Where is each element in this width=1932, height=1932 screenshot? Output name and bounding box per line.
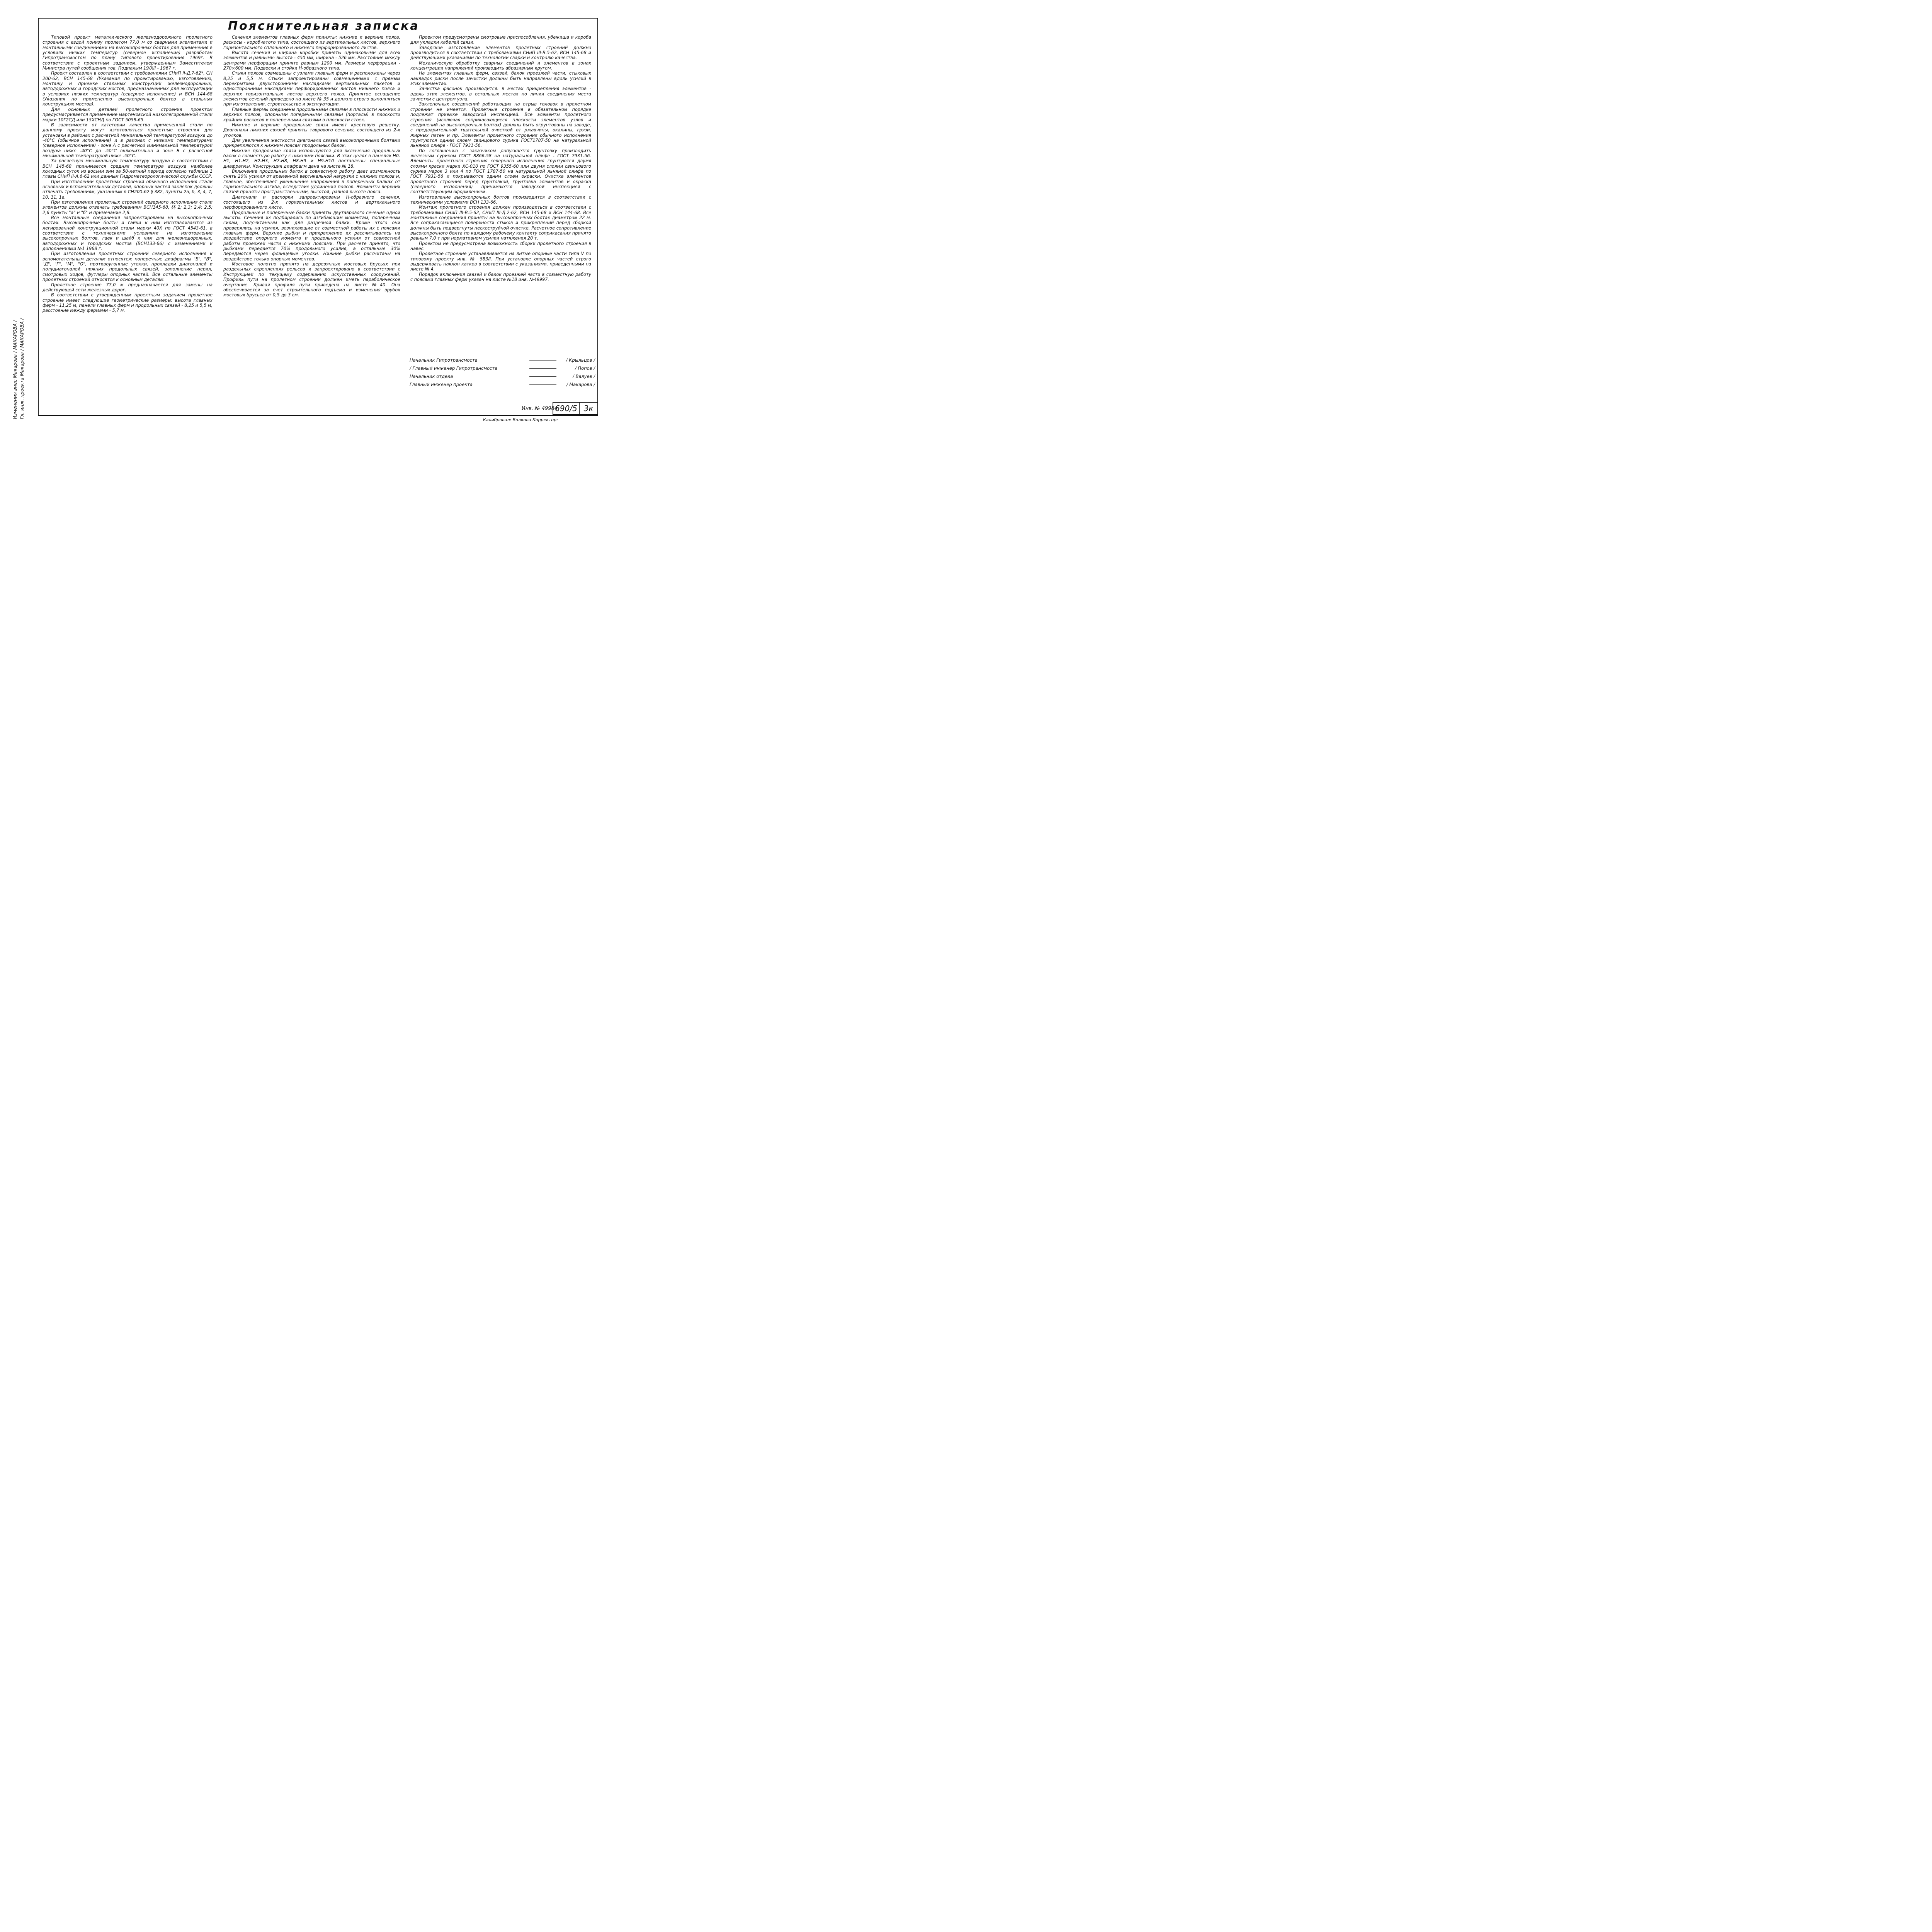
side-label-revised-by: Изменения внес Макарова / МАКАРОВА / (12, 320, 18, 419)
calibration-note: Калибровал: Волкова Корректор: (483, 417, 558, 422)
paragraph: В соответствии с утвержденным проектным заданием пролетное строение имеет следующие геометрические размеры: высота главных ферм - 11,25 м, панели главных ферм и продольных связей - 8,25 и 5,5 м, расстояние между фермами - 5,7 м. (43, 293, 213, 313)
paragraph: Типовой проект металлического железнодорожного пролетного строения с ездой понизу пролетом 77,0 м со сварными элементами и монтажными соединениями на высокопрочных болтах для применения в условиях низких температур (северное исполнение) разработан Гипротрансмостом по плану типового проектирования 1969г. В соответствии с проектным заданием, утвержденным Заместителем Министра путей сообщения тов. Подпалым 19/XII - 1967 г. (43, 35, 213, 71)
paragraph: Проектом предусмотрены смотровые приспособления, убежища и короба для укладки кабелей связи. (410, 35, 591, 45)
paragraph: При изготовлении пролетных строений северного исполнения к вспомогательным деталям относятся: поперечные диафрагмы "Б", "В", "Д", "Г", "М", "О", противоугонные уголки, прокладки диагоналей и полудиагоналей нижних продольных связей, заполнение перил, смотровых ходов, футляры опорных частей. Все остальные элементы пролетных строений относятся к основным деталям. (43, 251, 213, 282)
signature-name: / Валуев / (572, 374, 595, 379)
paragraph: Монтаж пролетного строения должен производиться в соответствии с требованиями СНиП III-В.5-62, СНиП III-Д.2-62, ВСН 145-68 и ВСН 144-68. Все монтажные соединения приняты на высокопрочных болтах диаметром 22 м. Все соприкасающиеся поверхности стыков и прикреплений перед сборкой должны быть подвергнуты пескоструйной очистке. Расчетное сопротивление высокопрочного болта по каждому рабочему контакту соприкасания принято равным 7,0 т при нормативном усилии натяжения 20 т. (410, 205, 591, 241)
paragraph: Механическую обработку сварных соединений и элементов в зонах концентрации напряжений производить абразивным кругом. (410, 60, 591, 71)
paragraph: Проект составлен в соответствии с требованиями СНиП II-Д.7-62*, СН 200-62, ВСН 145-68 (Указания по проектированию, изготовлению, монтажу и приемке стальных конструкций железнодорожных, автодорожных и городских мостов, предназначенных для эксплуатации в условиях низких температур (северное исполнение) и ВСН 144-68 (Указания по применению высокопрочных болтов в стальных конструкциях мостов). (43, 71, 213, 107)
inventory-number: Инв. № 49984 (522, 406, 558, 412)
paragraph: Проектом не предусмотрена возможность сборки пролетного строения в навес. (410, 241, 591, 252)
side-revision-notes (12, 318, 26, 419)
paragraph: Порядок включения связей и балок проезжей части в совместную работу с поясами главных ферм указан на листе №18 инв. №49997. (410, 272, 591, 282)
page-number-stamp: 3к (579, 402, 598, 415)
text-column-1 (43, 35, 213, 313)
paragraph: За расчетную минимальную температуру воздуха в соответствии с ВСН 145-68 принимается средняя температура воздуха наиболее холодных суток из восьми зим за 50-летний период согласно таблицы 1 главы СНиП II-А.6-62 или данным Гидрометеорологической службы СССР. (43, 158, 213, 179)
paragraph: Для увеличения жесткости диагонали связей высокопрочными болтами прикрепляются к нижним поясам продольных балок. (223, 138, 400, 148)
signature-role: Начальник Гипротрансмоста (410, 357, 478, 363)
signature-row (410, 372, 595, 381)
paragraph: Включение продольных балок в совместную работу дает возможность снять 20% усилия от временной вертикальной нагрузки с нижних поясов и, главное, обеспечивает уменьшение напряжения в поперечных балках от горизонтального изгиба, вследствие удлинения поясов. Элементы верхних связей приняты пространственными, высотой, равной высоте пояса. (223, 168, 400, 195)
paragraph: Высота сечения и ширина коробки приняты одинаковыми для всех элементов и равными: высота - 450 мм, ширина - 526 мм. Расстояние между центрами перфорации принято равным 1200 мм. Размеры перфорации - 270×600 мм. Подвески и стойки Н-образного типа. (223, 50, 400, 71)
side-label-chief-engineer: Гл. инж. проекта Макарова / МАКАРОВА / (19, 318, 25, 419)
signature-mark (529, 364, 556, 369)
paragraph: Зачистка фасонок производится: в местах прикрепления элементов - вдоль этих элементов, в остальных местах по линии соединения места зачистки с центром узла. (410, 86, 591, 102)
signature-block (410, 356, 595, 389)
signature-role: / Главный инженер Гипротрансмоста (410, 366, 498, 371)
paragraph: Заводское изготовление элементов пролетных строений должно производиться в соответствии с требованиями СНиП III-В.5-62, ВСН 145-68 и действующими указаниями по технологии сварки и контролю качества. (410, 45, 591, 61)
paragraph: Изготовление высокопрочных болтов производится в соответствии с техническими условиями ВСН 133-66. (410, 194, 591, 205)
text-column-3 (410, 35, 591, 282)
paragraph: При изготовлении пролетных строений северного исполнения стали элементов должны отвечать требованиям ВСН145-68, §§ 2; 2,3; 2,4; 2,5; 2,6 пункты "а" и "б" и примечание 2,8. (43, 200, 213, 215)
paragraph: Заклепочных соединений работающих на отрыв головок в пролетном строении не имеется. Пролетные строения в обязательном порядке подлежат приемке заводской инспекцией. Все элементы пролетного строения (исключая соприкасающиеся плоскости элементов узлов и соединений на высокопрочных болтах) должны быть огрунтованы на заводе, с предварительной тщательной очисткой от ржавчины, окалины, грязи, жирных пятен и пр. Элементы пролетного строения обычного исполнения грунтуются одним слоем свинцового сурика ГОСТ1787-50 на натуральной льняной олифе - ГОСТ 7931-56. (410, 102, 591, 148)
paragraph: Все монтажные соединения запроектированы на высокопрочных болтах. Высокопрочные болты и гайки к ним изготавливаются из легированной конструкционной стали марки 40Х по ГОСТ 4543-61, в соответствии с техническими условиями на изготовление высокопрочных болтов, гаек и шайб к ним для железнодорожных, автодорожных и городских мостов (ВСН133-66) с изменениями и дополнениями №1 1968 г. (43, 215, 213, 252)
signature-role: Главный инженер проекта (410, 382, 473, 387)
signature-mark (529, 372, 556, 377)
signature-row (410, 381, 595, 389)
paragraph: Сечения элементов главных ферм приняты: нижние и верхние пояса, раскосы - коробчатого типа, состоящего из вертикальных листов, верхнего горизонтального сплошного и нижнего перфорированного листов. (223, 35, 400, 50)
text-column-2 (223, 35, 400, 298)
paragraph: На элементах главных ферм, связей, балок проезжей части, стыковых накладок риски после зачистки должны быть направлены вдоль усилий в этих элементах. (410, 71, 591, 87)
signature-role: Начальник отдела (410, 374, 453, 379)
paragraph: Пролетное строение 77,0 м предназначается для замены на действующей сети железных дорог. (43, 282, 213, 293)
signature-name: / Попов / (575, 366, 595, 371)
paragraph: Мостовое полотно принято на деревянных мостовых брусьях при раздельных скреплениях рельсов и запроектировано в соответствии с Инструкцией по текущему содержанию искусственных сооружений. Профиль пути на пролетном строении должен иметь параболическое очертание. Кривая профиля пути приведена на листе №40. Она обеспечивается за счет строительного подъема и изменения врубок мостовых брусьев от 0,5 до 3 см. (223, 262, 400, 298)
paragraph: Пролетное строение устанавливается на литые опорные части типа V по типовому проекту инв. № 583/I. При установке опорных частей строго выдерживать наклон катков в соответствии с указаниями, приведенными на листе № 4. (410, 251, 591, 272)
paragraph: В зависимости от категории качества примененной стали по данному проекту могут изготовляться пролетные строения для установки в районах с расчетной минимальной температурой воздуха до -40°С (обычное исполнение) и в районах с низкими температурами (северное исполнение) - зоне А с расчетной минимальной температурой воздуха ниже -40°С до -50°С включительно и зоне Б с расчетной минимальной температурой ниже -50°С. (43, 122, 213, 158)
page-title: Пояснительная записка (228, 19, 420, 33)
paragraph: Нижние продольные связи используются для включения продольных балок в совместную работу с нижними поясами. В этих целях в панелях Н0-Н1, Н1-Н2, Н2-Н3, Н7-Н8, Н8-Н9 и Н9-Н10 поставлены специальные диафрагмы. Конструкция диафрагм дана на листе № 18. (223, 148, 400, 169)
signature-mark (529, 381, 556, 385)
paragraph: По соглашению с заказчиком допускается грунтовку производить железным суриком ГОСТ 8866-58 на натуральной олифе - ГОСТ 7931-56. Элементы пролетного строения северного исполнения грунтуются двумя слоями краски марки ХС-010 по ГОСТ 9355-60 или двумя слоями свинцового сурика марок 3 или 4 по ГОСТ 1787-50 на натуральной льняной олифе по ГОСТ 7931-56 и покрываются одним слоем окраски. Очистка элементов пролетного строения перед грунтовкой, грунтовка элементов и окраска (северного исполнения) принимаются заводской инспекцией с соответствующим оформлением. (410, 148, 591, 195)
signature-row (410, 356, 595, 364)
paragraph: Стыки поясов совмещены с узлами главных ферм и расположены через 8,25 и 5,5 м. Стыки запроектированы совмещенными с прямым перекрытием двухсторонними накладками вертикальных пакетов и односторонними накладками перфорированных листов нижнего пояса и верхних горизонтальных листов верхнего пояса. Принятое оснащение элементов сечений приведено на листе № 35 и должно строго выполняться при изготовлении, строительстве и эксплуатации. (223, 71, 400, 107)
paragraph: Продольные и поперечные балки приняты двутаврового сечения одной высоты. Сечения их подбирались по изгибающим моментам, поперечным силам, подсчитанным как для разрезной балки. Кроме этого они проверялись на усилия, возникающие от совместной работы их с поясами главных ферм. Верхние рыбки и прикрепление их рассчитывались на воздействие опорного момента и продольного усилия от совместной работы проезжей части с нижними поясами. При расчете принято, что рыбками передается 70% продольного усилия, а остальные 30% передаются через фланцевые уголки. Нижние рыбки рассчитаны на воздействие только опорных моментов. (223, 210, 400, 262)
paragraph: Нижние и верхние продольные связи имеют крестовую решетку. Диагонали нижних связей приняты таврового сечения, состоящего из 2-х уголков. (223, 122, 400, 138)
sheet-number-stamp: 690/5 (553, 402, 580, 415)
paragraph: Главные фермы соединены продольными связями в плоскости нижних и верхних поясов, опорными поперечными связями (порталы) в плоскости крайних раскосов и поперечными связями в плоскости стоек. (223, 107, 400, 122)
signature-name: / Макарова / (566, 382, 595, 387)
signature-row (410, 364, 595, 372)
signature-mark (529, 356, 556, 361)
signature-name: / Крыльцов / (566, 357, 595, 363)
paragraph: При изготовлении пролетных строений обычного исполнения стали основных и вспомогательных деталей, опорных частей заклепок должны отвечать требованиям, указанным в СН200-62 § 382, пункты 2а, б, 3, 4, 7, 10, 11, 1а. (43, 179, 213, 200)
paragraph: Для основных деталей пролетного строения проектом предусматривается применение мартеновской низколегированной стали марки 10Г2СД или 15ХСНД по ГОСТ 5058-65. (43, 107, 213, 122)
paragraph: Диагонали и распорки запроектированы Н-образного сечения, состоящего из 2-х горизонтальных листов и вертикального перфорированного листа. (223, 194, 400, 210)
